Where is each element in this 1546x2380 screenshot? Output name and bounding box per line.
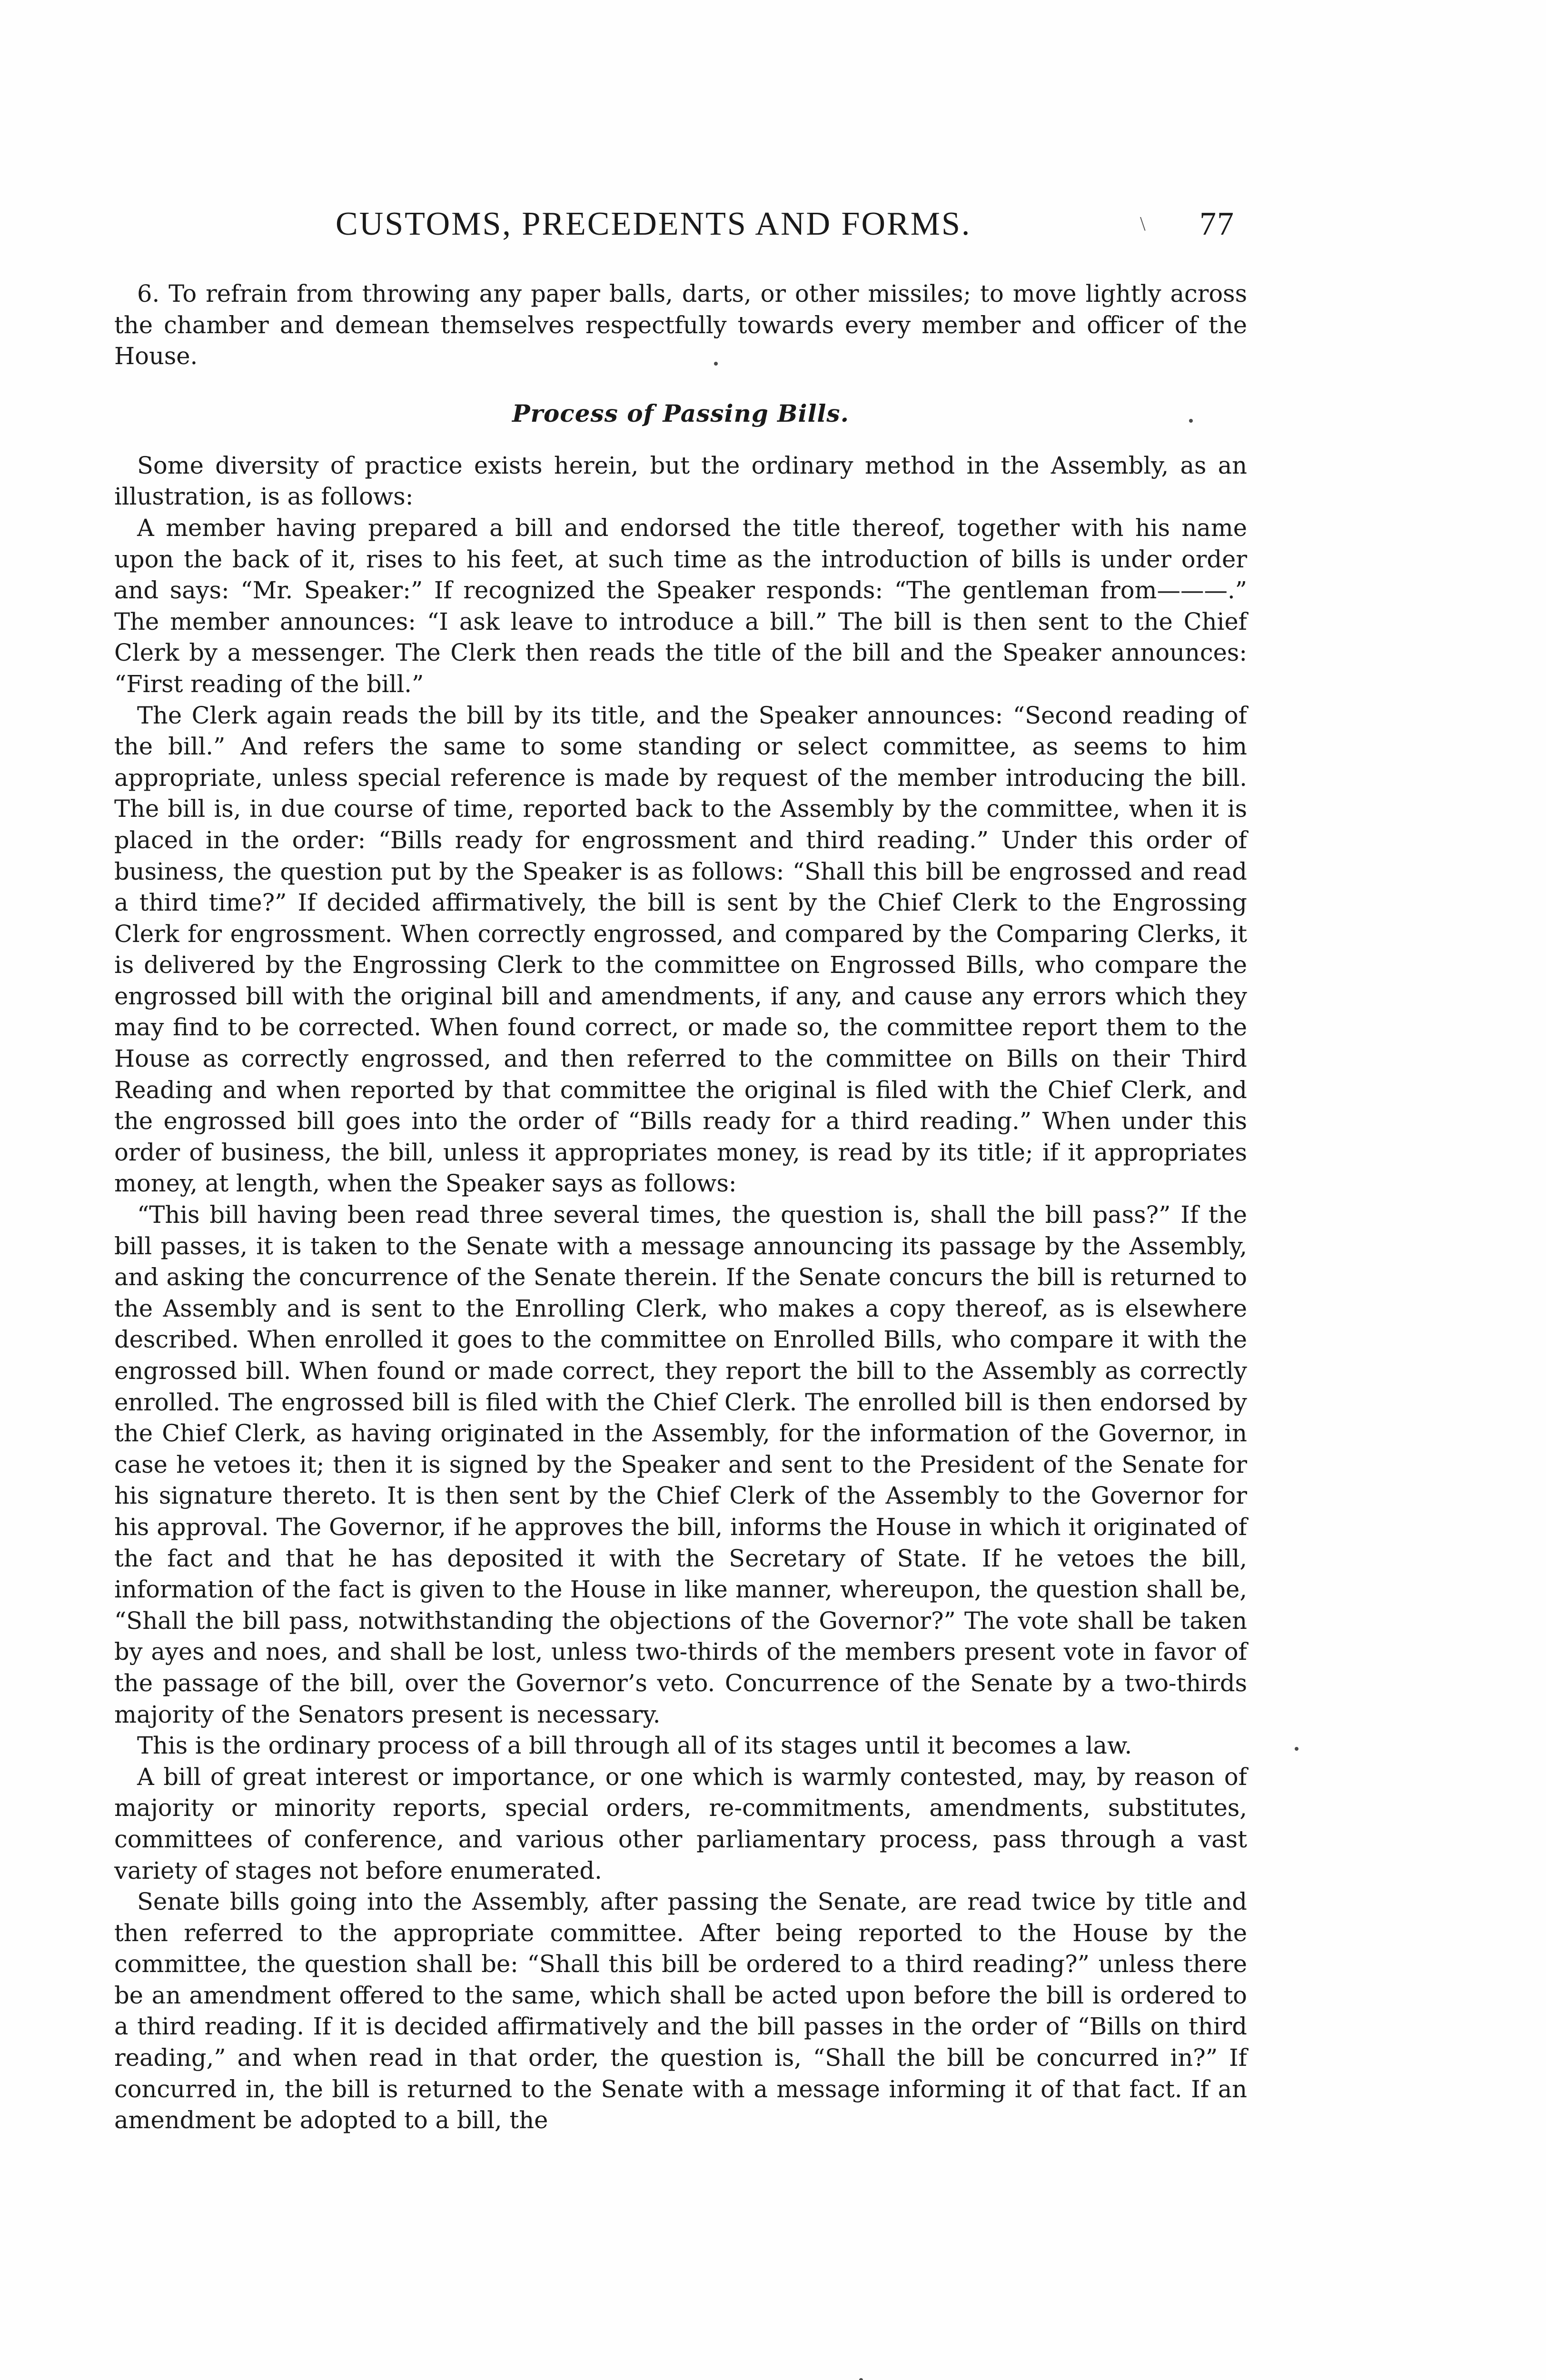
page-body — [114, 278, 1247, 2136]
paragraph-second-reading: The Clerk again reads the bill by its title, and the Speaker announces: “Second reading of the bill.” And refers the same to some standing or select committee, as seems to him appropriate, unless special reference is made by request of the member introducing the bill. The bill is, in due course of time, reported back to the Assembly by the committee, when it is placed in the order: “Bills ready for engrossment and third reading.” Under this order of business, the question put by the Speaker is as follows: “Shall this bill be engrossed and read a third time?” If decided affirmatively, the bill is sent by the Chief Clerk to the Engrossing Clerk for engrossment. When correctly engrossed, and compared by the Comparing Clerks, it is delivered by the Engrossing Clerk to the committee on Engrossed Bills, who compare the engrossed bill with the original bill and amendments, if any, and cause any errors which they may find to be corrected. When found correct, or made so, the committee report them to the House as correctly engrossed, and then referred to the committee on Bills on their Third Reading and when reported by that committee the original is filed with the Chief Clerk, and the engrossed bill goes into the order of “Bills ready for a third reading.” When under this order of business, the bill, unless it appropriates money, is read by its title; if it appropriates money, at length, when the Speaker says as follows: — [114, 701, 1247, 1198]
header-mark: \ — [1140, 213, 1146, 235]
paragraph-ordinary-process: This is the ordinary process of a bill through all of its stages until it becomes a law. — [137, 1732, 1132, 1760]
scan-speck — [1295, 1747, 1298, 1751]
paragraph-passage: “This bill having been read three several times, the question is, shall the bill pass?” If the bill passes, it is taken to the Senate with a message announcing its passage by the Assembly, and asking the concurrence of the Senate therein. If the Senate concurs the bill is returned to the Assembly and is sent to the Enrolling Clerk, who makes a copy thereof, as is elsewhere described. When enrolled it goes to the committee on Enrolled Bills, who compare it with the engrossed bill. When found or made correct, they report the bill to the Assembly as correctly enrolled. The engrossed bill is filed with the Chief Clerk. The enrolled bill is then endorsed by the Chief Clerk, as having originated in the Assembly, for the information of the Governor, in case he vetoes it; then it is signed by the Speaker and sent to the President of the Senate for his signature thereto. It is then sent by the Chief Clerk of the Assembly to the Governor for his approval. The Governor, if he approves the bill, informs the House in which it originated of the fact and that he has deposited it with the Secretary of State. If he vetoes the bill, information of the fact is given to the House in like manner, whereupon, the question shall be, “Shall the bill pass, notwithstanding the objections of the Governor?” The vote shall be taken by ayes and noes, and shall be lost, unless two-thirds of the members present vote in favor of the passage of the bill, over the Governor’s veto. Concurrence of the Senate by a two-thirds majority of the Senators present is necessary. — [114, 1201, 1247, 1728]
page-number: 77 — [1199, 206, 1235, 242]
paragraph-intro: Some diversity of practice exists herein, but the ordinary method in the Assembly, as an illustration, is as follows: — [114, 451, 1247, 511]
scan-speck — [1189, 419, 1193, 423]
scan-speck — [859, 2378, 863, 2380]
paragraph-introducing-bill: A member having prepared a bill and endorsed the title thereof, together with his name upon the back of it, rises to his feet, at such time as the introduction of bills is under order and says: “Mr. Speaker:” If recognized the Speaker responds: “The gentleman from———.” The member announces: “I ask leave to introduce a bill.” The bill is then sent to the Chief Clerk by a messenger. The Clerk then reads the title of the bill and the Speaker announces: “First reading of the bill.” — [114, 514, 1247, 698]
section-heading: Process of Passing Bills. — [512, 399, 849, 427]
paragraph-contested-bills: A bill of great interest or importance, or one which is warmly contested, may, by reason of majority or minority reports, special orders, re-commitments, amendments, substitutes, committees of conference, and various other parliamentary process, pass through a vast variety of stages not before enumerated. — [114, 1763, 1247, 1884]
scan-speck — [714, 362, 718, 366]
running-header — [114, 202, 1247, 252]
header-title: CUSTOMS, PRECEDENTS AND FORMS. — [336, 206, 971, 242]
paragraph-rule-6: 6. To refrain from throwing any paper balls, darts, or other missiles; to move lightly across the chamber and demean themselves respectfully towards every member and officer of the House. — [114, 280, 1247, 370]
paragraph-senate-bills: Senate bills going into the Assembly, after passing the Senate, are read twice by title and then referred to the appropriate committee. After being reported to the House by the committee, the question shall be: “Shall this bill be ordered to a third reading?” unless there be an amendment offered to the same, which shall be acted upon before the bill is ordered to a third reading. If it is decided affirmatively and the bill passes in the order of “Bills on third reading,” and when read in that order, the question is, “Shall the bill be concurred in?” If concurred in, the bill is returned to the Senate with a message informing it of that fact. If an amendment be adopted to a bill, the — [114, 1888, 1247, 2134]
